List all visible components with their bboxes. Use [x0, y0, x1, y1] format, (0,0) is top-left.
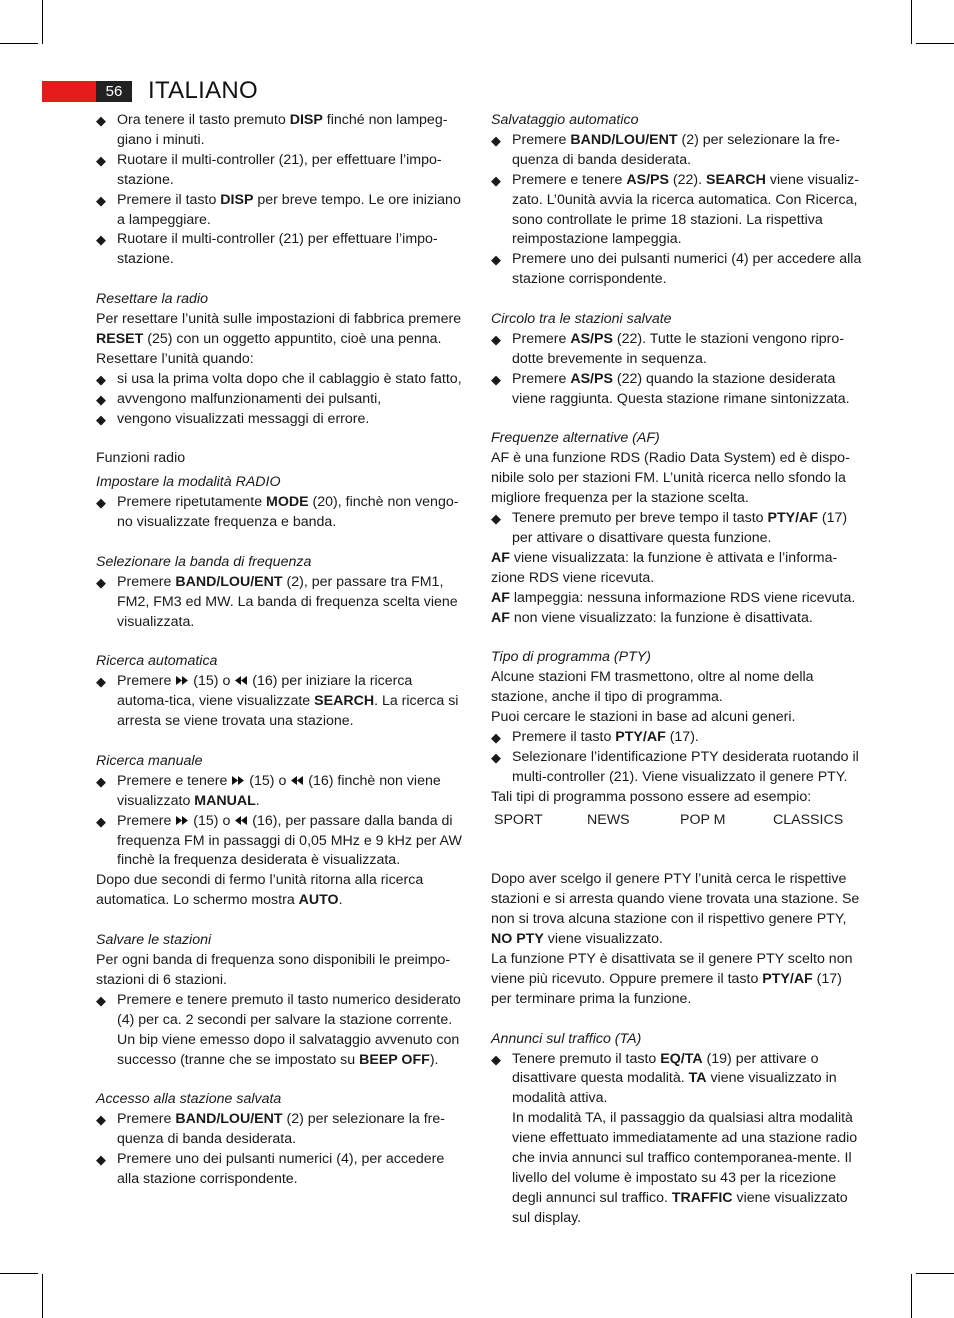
crop-mark	[916, 43, 954, 44]
paragraph: Alcune stazioni FM trasmettono, oltre al nome della stazione, anche il tipo di programma.	[491, 669, 814, 706]
list-item: ◆ si usa la prima volta dopo che il cablaggio è stato fatto,	[96, 370, 468, 390]
list-item: ◆ Selezionare l’identificazione PTY desiderata ruotando il multi-controller (21). Viene visualizzato il genere PTY.	[491, 748, 863, 788]
page-number: 56	[96, 81, 132, 102]
list-item: ◆ Ora tenere il tasto premuto DISP finché non lampeg-giano i minuti.	[96, 111, 468, 151]
rewind-icon	[234, 675, 248, 686]
crop-mark	[916, 1273, 954, 1274]
fast-forward-icon	[175, 675, 189, 686]
rewind-icon	[234, 815, 248, 826]
left-column	[96, 111, 468, 1190]
pty-type: SPORT	[494, 811, 543, 828]
section-heading: Impostare la modalità RADIO	[96, 474, 281, 491]
list-item: ◆ Premere e tenere (15) o (16) finchè non viene visualizzato MANUAL.	[96, 772, 468, 812]
section-heading: Frequenze alternative (AF)	[491, 430, 660, 447]
section-heading: Circolo tra le stazioni salvate	[491, 311, 672, 328]
paragraph: Per resettare l’unità sulle impostazioni di fabbrica premere RESET (25) con un oggetto appuntito, cioè una penna.	[96, 311, 462, 347]
section-heading: Salvataggio automatico	[491, 112, 639, 128]
crop-mark	[0, 43, 38, 44]
pty-type: NEWS	[587, 811, 630, 828]
right-column	[491, 111, 863, 1229]
list-item: ◆ Ruotare il multi-controller (21), per effettuare l’impo-stazione.	[96, 151, 468, 191]
paragraph: Dopo aver scelgo il genere PTY l’unità cerca le rispettive stazioni e si arresta quando viene trovata una stazione. Se non si trova alcuna stazione con il rispettivo genere PTY, NO PTY viene visualizzato.	[491, 871, 860, 948]
list-item: ◆ Ruotare il multi-controller (21) per effettuare l’impo-stazione.	[96, 230, 468, 270]
paragraph: AF lampeggia: nessuna informazione RDS viene ricevuta.	[491, 589, 856, 606]
crop-mark	[911, 0, 912, 44]
rewind-icon	[290, 775, 304, 786]
crop-mark	[42, 0, 43, 44]
list-item: ◆ Premere (15) o (16) per iniziare la ricerca automa-tica, viene visualizzate SEARCH. La ricerca si arresta se viene trovata una stazione.	[96, 672, 468, 732]
crop-mark	[42, 1274, 43, 1318]
list-item: ◆ Premere il tasto PTY/AF (17).	[491, 728, 863, 748]
paragraph: La funzione PTY è disattivata se il genere PTY scelto non viene più ricevuto. Oppure premere il tasto PTY/AF (17) per terminare prima la funzione.	[491, 950, 853, 1007]
list-item: ◆ avvengono malfunzionamenti dei pulsanti,	[96, 390, 468, 410]
list-item: ◆ Premere AS/PS (22) quando la stazione desiderata viene raggiunta. Questa stazione rimane sintonizzata.	[491, 370, 863, 410]
list-item: ◆ Premere AS/PS (22). Tutte le stazioni vengono ripro-dotte brevemente in sequenza.	[491, 330, 863, 370]
paragraph: Puoi cercare le stazioni in base ad alcuni generi.	[491, 709, 796, 726]
list-item: ◆ Premere uno dei pulsanti numerici (4) per accedere alla stazione corrispondente.	[491, 250, 863, 290]
list-item: ◆ Premere e tenere AS/PS (22). SEARCH viene visualiz-zato. L’0unità avvia la ricerca automatica. Con Ricerca, sono controllate le prime 18 stazioni. La rispettiva reimpostazione lampeggia.	[491, 171, 863, 251]
list-item: ◆ Premere BAND/LOU/ENT (2), per passare tra FM1, FM2, FM3 ed MW. La banda di frequenza scelta viene visualizzata.	[96, 573, 468, 633]
list-item: ◆ Tenere premuto per breve tempo il tasto PTY/AF (17) per attivare o disattivare questa funzione.	[491, 509, 863, 549]
paragraph: AF non viene visualizzato: la funzione è disattivata.	[491, 609, 813, 626]
section-heading: Resettare la radio	[96, 291, 208, 308]
section-heading: Tipo di programma (PTY)	[491, 649, 651, 666]
pty-type: CLASSICS	[773, 811, 844, 828]
fast-forward-icon	[231, 775, 245, 786]
list-item: ◆ Premere e tenere premuto il tasto numerico desiderato (4) per ca. 2 secondi per salvare la stazione corrente. Un bip viene emesso dopo il salvataggio avvenuto con successo (tranne che se impostato su BEEP OFF).	[96, 991, 468, 1071]
paragraph: Per ogni banda di frequenza sono disponibili le preimpo-stazioni di 6 stazioni.	[96, 951, 451, 988]
list-item: ◆ Premere BAND/LOU/ENT (2) per selezionare la fre-quenza di banda desiderata.	[96, 1110, 468, 1150]
paragraph: Tali tipi di programma possono essere ad esempio:	[491, 788, 812, 805]
paragraph: AF è una funzione RDS (Radio Data System) ed è dispo-nibile solo per stazioni FM. L’unità ricerca nello sfondo la migliore frequenza per la stazione scelta.	[491, 450, 850, 507]
crop-mark	[0, 1273, 38, 1274]
section-heading: Ricerca automatica	[96, 653, 218, 670]
list-item: ◆ Premere uno dei pulsanti numerici (4), per accedere alla stazione corrispondente.	[96, 1150, 468, 1190]
fast-forward-icon	[175, 815, 189, 826]
list-item: ◆ Premere ripetutamente MODE (20), finchè non vengo-no visualizzate frequenza e banda.	[96, 493, 468, 533]
section-heading: Ricerca manuale	[96, 752, 203, 769]
list-item: ◆ vengono visualizzati messaggi di errore.	[96, 410, 468, 430]
paragraph: In modalità TA, il passaggio da qualsiasi altra modalità viene effettuato immediatamente ad una stazione radio che invia annunci sul traffico contemporanea-mente. Il livello del volume è impostato su 43 per la ricezione degli annunci sul traffico. TRAFFIC viene visualizzato sul display.	[512, 1110, 858, 1226]
section-heading: Annunci sul traffico (TA)	[491, 1030, 642, 1047]
page-title: ITALIANO	[148, 77, 258, 104]
pty-type: POP M	[680, 811, 726, 828]
section-heading: Salvare le stazioni	[96, 932, 212, 949]
crop-mark	[911, 1274, 912, 1318]
list-item: ◆ Premere (15) o (16), per passare dalla banda di frequenza FM in passaggi di 0,05 MHz e 9 kHz per AW finchè la frequenza desiderata è visualizzata.	[96, 812, 468, 872]
section-heading: Selezionare la banda di frequenza	[96, 553, 312, 570]
list-item: ◆ Premere BAND/LOU/ENT (2) per selezionare la fre-quenza di banda desiderata.	[491, 131, 863, 171]
paragraph: AF viene visualizzata: la funzione è attivata e l’informa-zione RDS viene ricevuta.	[491, 549, 838, 586]
list-item: ◆ Tenere premuto il tasto EQ/TA (19) per attivare o disattivare questa modalità. TA viene visualizzato in modalità attiva.	[491, 1050, 863, 1110]
section-heading: Accesso alla stazione salvata	[96, 1091, 282, 1108]
paragraph: Dopo due secondi di fermo l’unità ritorna alla ricerca automatica. Lo schermo mostra AUTO.	[96, 872, 424, 909]
paragraph: Resettare l’unità quando:	[96, 350, 254, 367]
pty-types-row	[491, 811, 863, 831]
list-item: ◆ Premere il tasto DISP per breve tempo. Le ore iniziano a lampeggiare.	[96, 191, 468, 231]
section-heading: Funzioni radio	[96, 450, 186, 467]
